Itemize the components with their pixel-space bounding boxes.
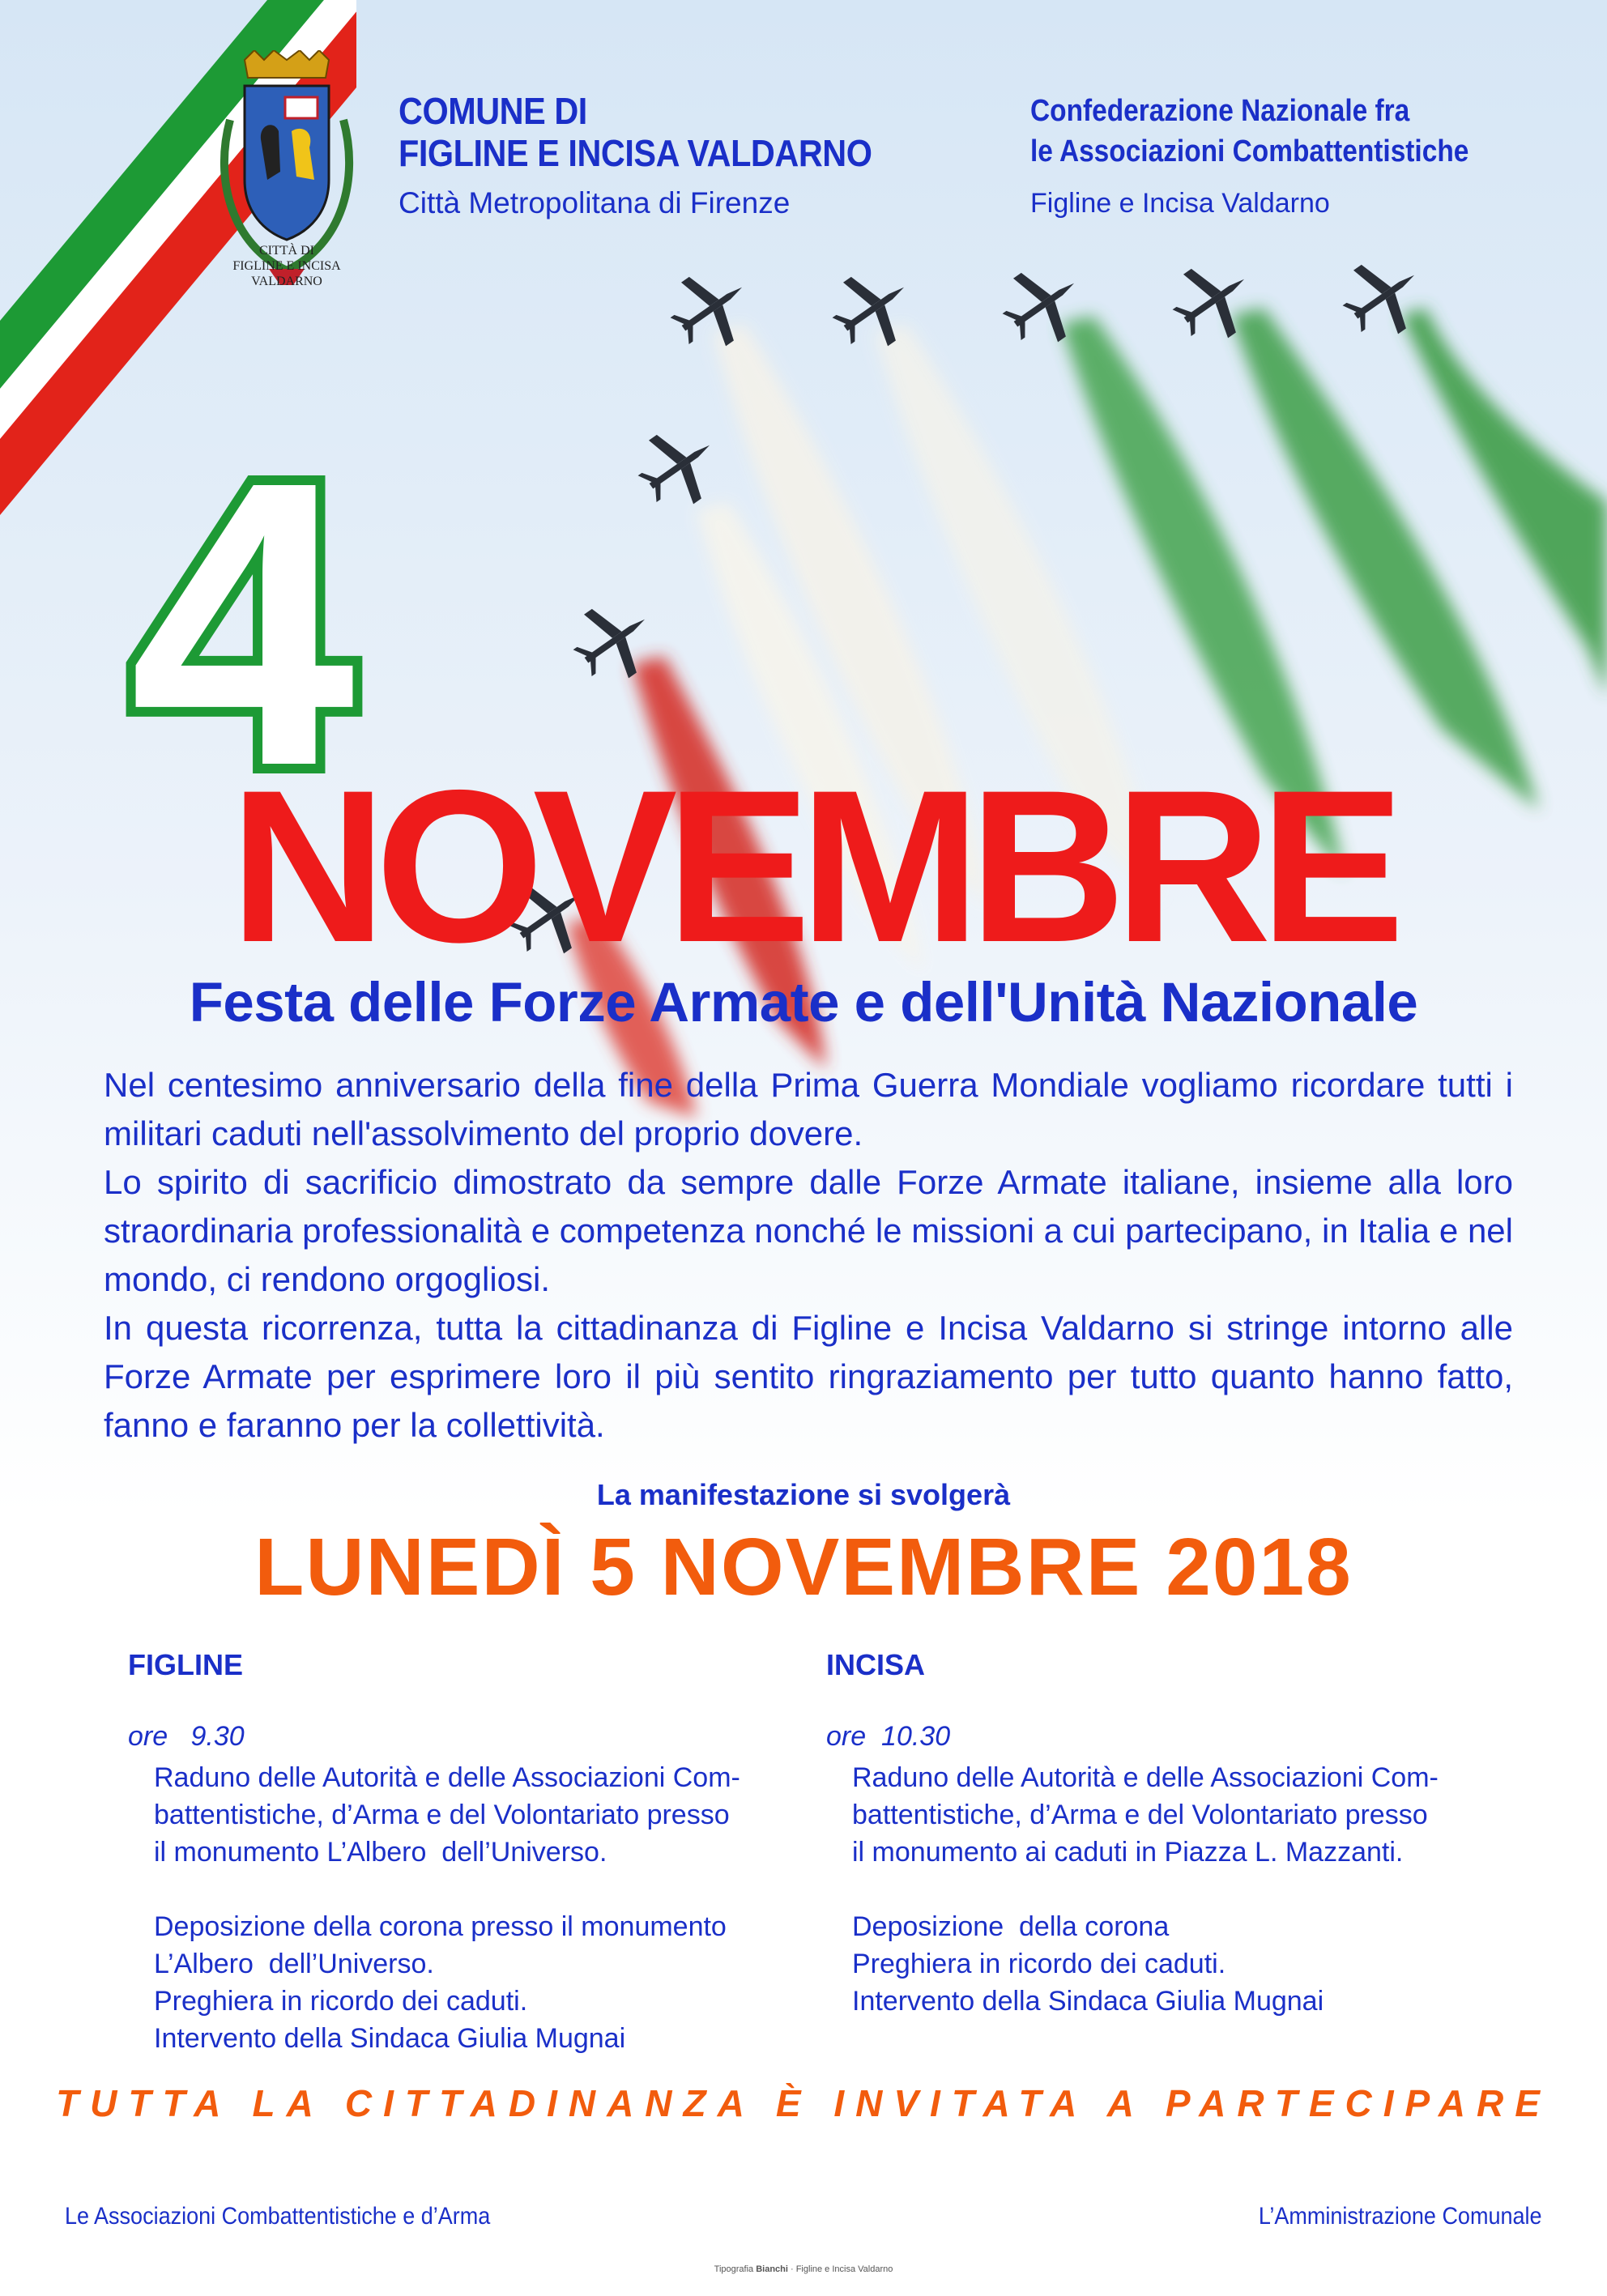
invitation-banner: TUTTA LA CITTADINANZA È INVITATA A PARTECIPARE	[56, 2082, 1551, 2124]
comune-name-line1: COMUNE DI	[399, 90, 587, 132]
program-line: Preghiera in ricordo dei caduti.	[154, 1986, 528, 2017]
program-block	[128, 1759, 792, 2057]
program-line: il monumento L’Albero dell’Universo.	[154, 1837, 607, 1868]
program-line: Deposizione della corona	[852, 1911, 1170, 1942]
body-paragraph: Nel centesimo anniversario della fine della Prima Guerra Mondiale vogliamo ricordare tutti i militari caduti nell'assolvimento del proprio dovere.	[104, 1066, 1513, 1152]
hero-day-number: 4	[130, 397, 356, 850]
confederazione-subtitle: Figline e Incisa Valdarno	[1030, 188, 1330, 219]
program-time: ore 10.30	[826, 1721, 951, 1752]
hero-month-title: NOVEMBRE	[229, 744, 1394, 987]
program-line: battentistiche, d’Arma e del Volontariato presso	[852, 1800, 1428, 1830]
program-line: Intervento della Sindaca Giulia Mugnai	[154, 2023, 626, 2054]
crest-caption: CITTÀ DI FIGLINE E INCISA VALDARNO	[232, 244, 341, 288]
program-block	[826, 1759, 1490, 2020]
comune-name-line2: FIGLINE E INCISA VALDARNO	[399, 132, 872, 174]
program-line: il monumento ai caduti in Piazza L. Mazzanti.	[852, 1837, 1404, 1868]
program-line: Raduno delle Autorità e delle Associazioni Com-	[852, 1762, 1439, 1793]
body-text	[104, 1061, 1513, 1450]
footer-signature-associations: Le Associazioni Combattentistiche e d’Arma	[65, 2203, 491, 2230]
program-line: L’Albero dell’Universo.	[154, 1949, 434, 1979]
hero-subtitle: Festa delle Forze Armate e dell'Unità Nazionale	[189, 971, 1418, 1033]
footer-signature-administration: L’Amministrazione Comunale	[1259, 2203, 1542, 2230]
printer-credit: Tipografia Bianchi · Figline e Incisa Valdarno	[714, 2264, 893, 2274]
comune-subtitle: Città Metropolitana di Firenze	[399, 186, 791, 219]
program-line: Raduno delle Autorità e delle Associazioni Com-	[154, 1762, 740, 1793]
event-intro: La manifestazione si svolgerà	[596, 1478, 1011, 1511]
program-line: Preghiera in ricordo dei caduti.	[852, 1949, 1226, 1979]
program-line: Deposizione della corona presso il monumento	[154, 1911, 727, 1942]
program-time: ore 9.30	[128, 1721, 245, 1752]
confederazione-name-line1: Confederazione Nazionale fra	[1030, 94, 1410, 128]
program-title: INCISA	[826, 1648, 926, 1681]
comune-crest-icon	[212, 50, 361, 342]
program-figline	[128, 1648, 792, 2057]
program-line: battentistiche, d’Arma e del Volontariato presso	[154, 1800, 730, 1830]
event-date: LUNEDÌ 5 NOVEMBRE 2018	[254, 1522, 1353, 1612]
program-incisa	[826, 1648, 1490, 2020]
body-paragraph: Lo spirito di sacrificio dimostrato da sempre dalle Forze Armate italiane, insieme alla loro straordinaria professionalità e competenza nonché le missioni a cui partecipano, in Italia e nel mondo, ci rendono orgogliosi.	[104, 1163, 1513, 1298]
body-paragraph: In questa ricorrenza, tutta la cittadinanza di Figline e Incisa Valdarno si stringe intorno alle Forze Armate per esprimere loro il più sentito ringraziamento per tutto quanto hanno fatto, fanno e faranno per la collettività.	[104, 1309, 1513, 1444]
program-line: Intervento della Sindaca Giulia Mugnai	[852, 1986, 1324, 2017]
confederazione-name-line2: le Associazioni Combattentistiche	[1030, 134, 1469, 168]
program-title: FIGLINE	[128, 1648, 243, 1681]
